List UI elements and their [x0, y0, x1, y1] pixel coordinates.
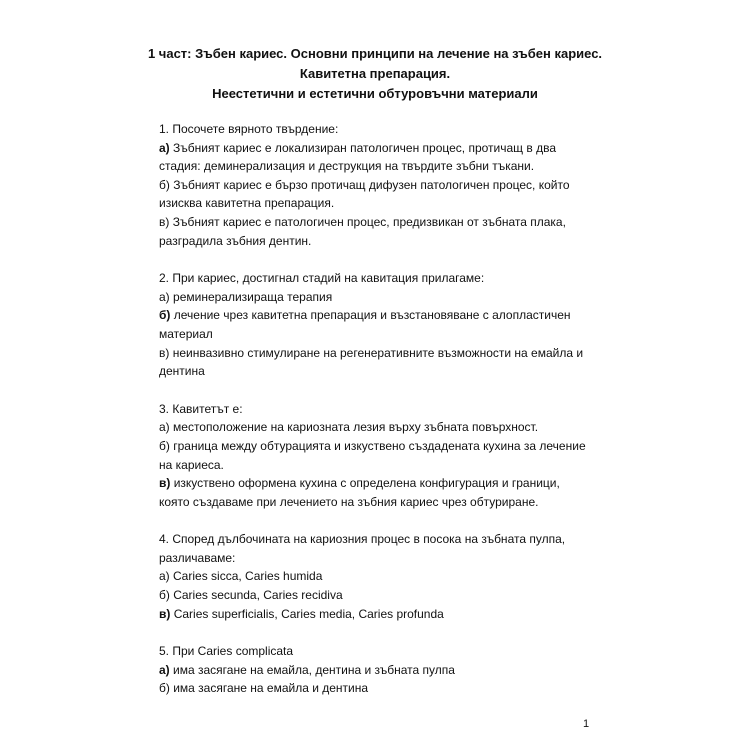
answer-option [159, 213, 589, 250]
title-line: Кавитетна препарация. [299, 66, 451, 81]
option-marker: а) [159, 289, 170, 304]
option-marker: а) [159, 569, 170, 584]
option-marker: б) [159, 438, 170, 453]
option-text: има засягане на емайла и дентина [173, 681, 369, 696]
option-text: лечение чрез кавитетна препарация и възстановяване с алопластичен материал [159, 308, 571, 341]
question-stem: 3. Кавитетът е: [159, 401, 243, 416]
answer-option [159, 176, 589, 213]
title-line: 1 част: Зъбен кариес. Основни принципи на лечение на зъбен кариес. [147, 46, 603, 61]
questions-list [159, 120, 589, 717]
option-text: неинвазивно стимулиране на регенеративните възможности на емайла и дентина [159, 345, 584, 379]
question-block [159, 530, 589, 623]
option-text: има засягане на емайла, дентина и зъбната пулпа [173, 662, 455, 677]
question-block [159, 120, 589, 250]
option-text: Caries sicca, Caries humida [173, 569, 323, 584]
option-marker: б) [159, 681, 170, 696]
option-marker: б) [159, 177, 170, 192]
answer-option [159, 139, 589, 176]
question-stem: 4. Според дълбочината на кариозния процес в посока на зъбната пулпа, различаваме: [159, 532, 566, 565]
answer-option [159, 567, 589, 586]
option-marker: б) [159, 308, 171, 323]
option-marker: а) [159, 140, 170, 155]
answer-option [159, 306, 589, 343]
answer-option [159, 437, 589, 474]
option-text: Caries superficialis, Caries media, Caries profunda [173, 606, 444, 621]
option-text: реминерализираща терапия [173, 289, 333, 304]
answer-option [159, 605, 589, 624]
option-marker: в) [159, 345, 170, 360]
answer-option [159, 344, 589, 381]
question-stem: 5. При Caries complicata [159, 644, 294, 659]
question-stem: 2. При кариес, достигнал стадий на кавитация прилагаме: [159, 271, 485, 286]
option-marker: а) [159, 420, 170, 435]
question-block [159, 642, 589, 698]
option-text: местоположение на кариозната лезия върху зъбната повърхност. [173, 420, 539, 435]
option-marker: в) [159, 476, 171, 491]
option-marker: в) [159, 214, 170, 229]
option-text: Зъбният кариес е патологичен процес, предизвикан от зъбната плака, разградила зъбния дентин. [159, 214, 566, 248]
option-text: граница между обтурацията и изкуствено създадената кухина за лечение на кариеса. [159, 438, 586, 472]
question-block [159, 269, 589, 381]
title-line: Неестетични и естетични обтуровъчни материали [212, 86, 538, 101]
option-marker: в) [159, 606, 171, 621]
answer-option [159, 586, 589, 605]
answer-option [159, 418, 589, 437]
option-marker: б) [159, 588, 170, 603]
question-stem: 1. Посочете вярното твърдение: [159, 122, 339, 136]
question-block [159, 400, 589, 512]
page-number: 1 [583, 718, 590, 730]
option-text: Зъбният кариес е локализиран патологичен процес, протичащ в два стадия: деминерализация и деструкция на твърдите зъбни тъкани. [159, 140, 557, 174]
answer-option [159, 661, 589, 680]
document-title [0, 44, 750, 104]
option-marker: а) [159, 662, 170, 677]
answer-option [159, 288, 589, 307]
option-text: Caries secunda, Caries recidiva [173, 588, 343, 603]
answer-option [159, 474, 589, 511]
option-text: изкуствено оформена кухина с определена конфигурация и граници, която създаваме при лечението на зъбния кариес чрез обтуриране. [159, 476, 560, 509]
option-text: Зъбният кариес е бързо протичащ дифузен патологичен процес, който изисква кавитетна препарация. [159, 177, 570, 211]
answer-option [159, 679, 589, 698]
